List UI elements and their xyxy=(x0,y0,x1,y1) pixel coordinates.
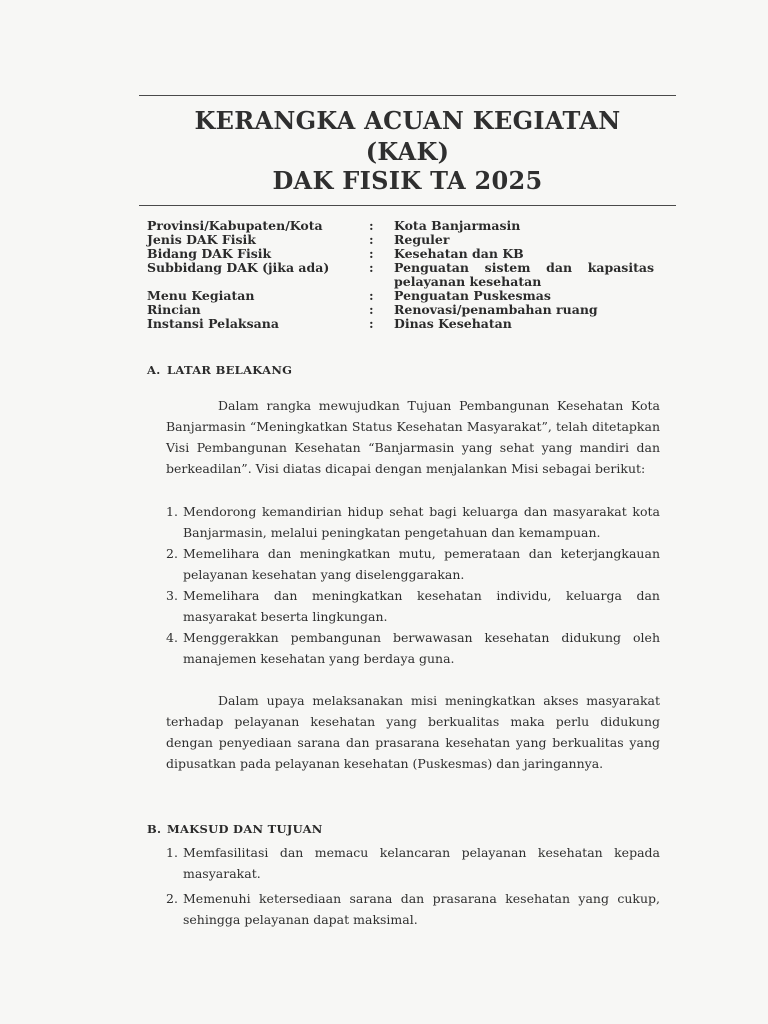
list-text: Memelihara dan meningkatkan mutu, pemerataan dan keterjangkauan pelayanan kesehatan yang diselenggarakan. xyxy=(183,546,660,582)
info-row-menu xyxy=(147,289,667,303)
info-row-jenis xyxy=(147,233,667,247)
info-label: Bidang DAK Fisik xyxy=(147,246,272,261)
info-colon: : xyxy=(369,260,374,275)
info-value: Dinas Kesehatan xyxy=(394,316,512,331)
document-subtitle: DAK FISIK TA 2025 xyxy=(272,166,543,195)
info-label: Menu Kegiatan xyxy=(147,288,255,303)
info-colon: : xyxy=(369,288,374,303)
info-colon: : xyxy=(369,218,374,233)
section-letter: B. xyxy=(147,822,162,836)
list-item xyxy=(166,543,660,585)
info-label: Rincian xyxy=(147,302,201,317)
info-row-bidang xyxy=(147,247,667,261)
section-b-heading xyxy=(147,822,323,836)
list-item xyxy=(166,888,660,930)
list-item xyxy=(166,585,660,627)
info-value-line2: pelayanan kesehatan xyxy=(394,274,542,289)
info-colon: : xyxy=(369,232,374,247)
bottom-rule xyxy=(139,205,676,206)
list-text: Menggerakkan pembangunan berwawasan kesehatan didukung oleh manajemen kesehatan yang berdaya guna. xyxy=(183,630,660,666)
list-number: 3. xyxy=(166,588,178,603)
list-text: Memfasilitasi dan memacu kelancaran pelayanan kesehatan kepada masyarakat. xyxy=(183,845,660,881)
document-title-abbrev: (KAK) xyxy=(365,137,450,166)
info-label: Provinsi/Kabupaten/Kota xyxy=(147,218,323,233)
top-rule xyxy=(139,95,676,96)
section-a-intro: Dalam rangka mewujudkan Tujuan Pembangunan Kesehatan Kota Banjarmasin “Meningkatkan Status Kesehatan Masyarakat”, telah ditetapkan Visi Pembangunan Kesehatan “Banjarmasin yang sehat yang mandiri dan berkeadilan”. Visi diatas dicapai dengan menjalankan Misi sebagai berikut: xyxy=(166,398,660,476)
info-colon: : xyxy=(369,316,374,331)
list-number: 4. xyxy=(166,630,178,645)
info-value: Kesehatan dan KB xyxy=(394,246,524,261)
info-row-provinsi xyxy=(147,219,667,233)
mission-list xyxy=(166,501,660,669)
section-letter: A. xyxy=(147,363,161,377)
list-number: 1. xyxy=(166,845,178,860)
section-title: MAKSUD DAN TUJUAN xyxy=(167,822,323,836)
list-number: 2. xyxy=(166,891,178,906)
info-value: Kota Banjarmasin xyxy=(394,218,521,233)
list-item xyxy=(166,842,660,884)
list-number: 2. xyxy=(166,546,178,561)
info-value: Renovasi/penambahan ruang xyxy=(394,302,598,317)
info-label: Jenis DAK Fisik xyxy=(147,232,256,247)
section-a-closing: Dalam upaya melaksanakan misi meningkatkan akses masyarakat terhadap pelayanan kesehatan yang berkualitas maka perlu didukung dengan penyediaan sarana dan prasarana kesehatan yang berkualitas yang dipusatkan pada pelayanan kesehatan (Puskesmas) dan jaringannya. xyxy=(166,693,660,771)
info-value: Reguler xyxy=(394,232,450,247)
list-number: 1. xyxy=(166,504,178,519)
info-label: Instansi Pelaksana xyxy=(147,316,279,331)
info-row-instansi xyxy=(147,317,667,331)
document-title: KERANGKA ACUAN KEGIATAN xyxy=(194,106,621,135)
section-title: LATAR BELAKANG xyxy=(167,363,293,377)
purpose-list xyxy=(166,842,660,930)
info-row-rincian xyxy=(147,303,667,317)
info-value: Penguatan sistem dan kapasitas xyxy=(394,260,654,275)
info-colon: : xyxy=(369,302,374,317)
info-row-subbidang xyxy=(147,261,667,289)
list-text: Memenuhi ketersediaan sarana dan prasarana kesehatan yang cukup, sehingga pelayanan dapat maksimal. xyxy=(183,891,660,927)
list-text: Memelihara dan meningkatkan kesehatan individu, keluarga dan masyarakat beserta lingkungan. xyxy=(183,588,660,624)
list-item xyxy=(166,501,660,543)
info-value: Penguatan Puskesmas xyxy=(394,288,551,303)
list-item xyxy=(166,627,660,669)
list-text: Mendorong kemandirian hidup sehat bagi keluarga dan masyarakat kota Banjarmasin, melalui peningkatan pengetahuan dan kemampuan. xyxy=(183,504,660,540)
section-a-heading xyxy=(147,363,292,377)
info-label: Subbidang DAK (jika ada) xyxy=(147,260,330,275)
info-colon: : xyxy=(369,246,374,261)
info-table xyxy=(147,219,667,331)
